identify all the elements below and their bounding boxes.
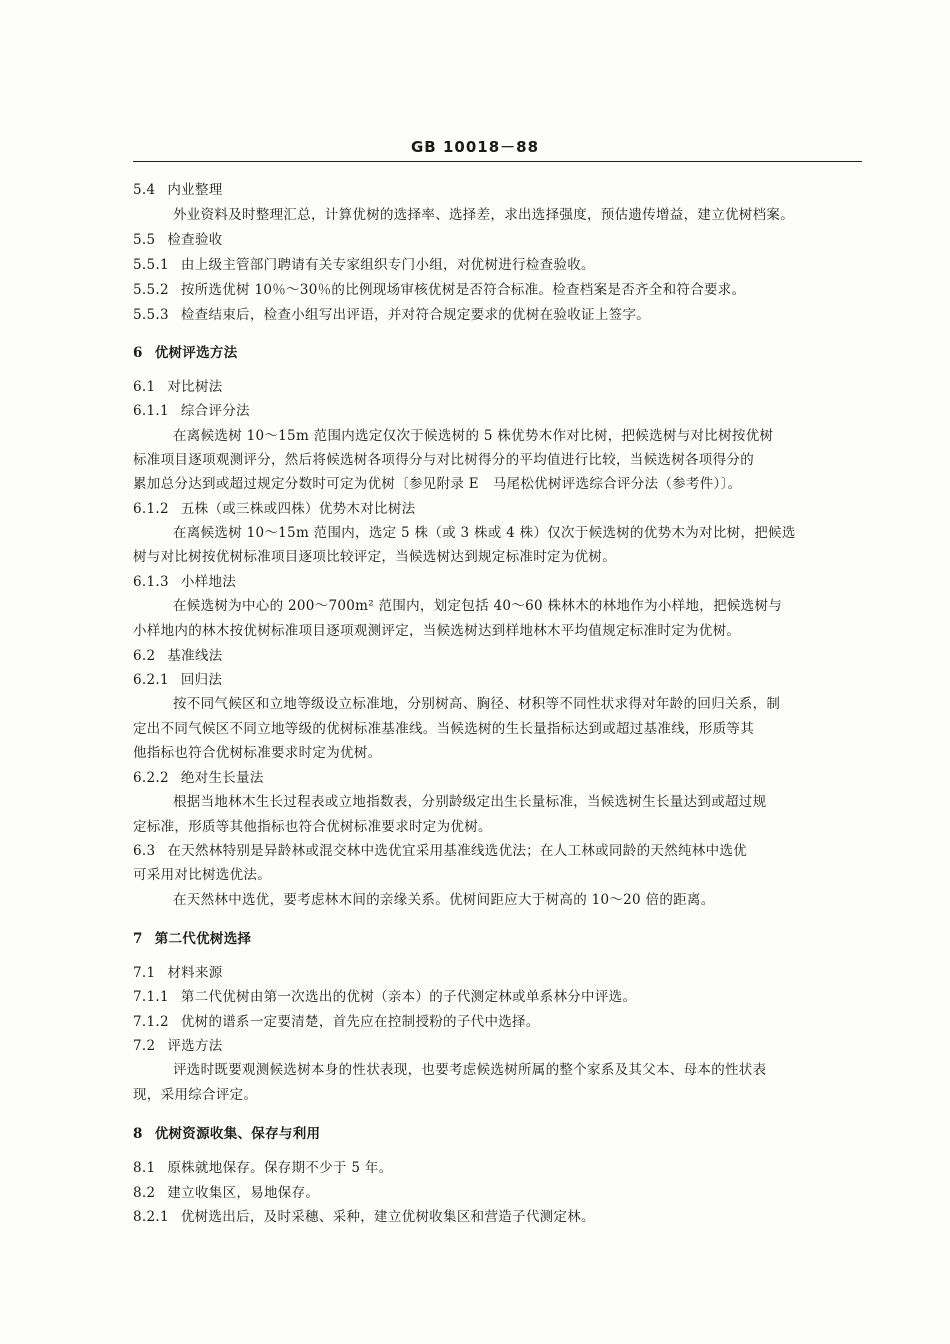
paragraph-line: 他指标也符合优树标准要求时定为优树。 bbox=[133, 745, 382, 761]
section-heading-8: 8 优树资源收集、保存与利用 bbox=[133, 1126, 321, 1142]
clause-item: 7.1.1 第二代优树由第一次选出的优树（亲本）的子代测定林或单系林分中评选。 bbox=[133, 989, 637, 1005]
clause-heading: 5.5 检查验收 bbox=[133, 232, 223, 248]
paragraph-line: 在候选树为中心的 200～700m² 范围内，划定包括 40～60 株林木的林地作为小样地，把候选树与 bbox=[173, 598, 783, 614]
clause-heading: 6.1 对比树法 bbox=[133, 379, 223, 395]
clause-item: 8.2.1 优树选出后，及时采穗、采种，建立优树收集区和营造子代测定林。 bbox=[133, 1209, 595, 1225]
clause-item: 8.2 建立收集区，易地保存。 bbox=[133, 1185, 320, 1201]
clause-heading: 6.2.2 绝对生长量法 bbox=[133, 770, 264, 786]
clause-heading: 6.1.1 综合评分法 bbox=[133, 403, 250, 419]
paragraph-line: 在离候选树 10～15m 范围内选定仅次于候选树的 5 株优势木作对比树，把候选树与对比树按优树 bbox=[173, 428, 774, 444]
paragraph-line: 在离候选树 10～15m 范围内，选定 5 株（或 3 株或 4 株）仅次于候选树的优势木为对比树，把候选 bbox=[173, 525, 796, 541]
paragraph-line: 树与对比树按优树标准项目逐项比较评定，当候选树达到规定标准时定为优树。 bbox=[133, 549, 616, 565]
section-heading-7: 7 第二代优树选择 bbox=[133, 931, 252, 947]
clause-item: 5.5.3 检查结束后，检查小组写出评语，并对符合规定要求的优树在验收证上签字。 bbox=[133, 307, 651, 323]
paragraph-line: 按不同气候区和立地等级设立标准地，分别树高、胸径、材积等不同性状求得对年龄的回归关系，制 bbox=[173, 696, 781, 712]
paragraph-line: 评选时既要观测候选树本身的性状表现，也要考虑候选树所属的整个家系及其父本、母本的性状表 bbox=[173, 1062, 767, 1078]
clause-heading: 7.2 评选方法 bbox=[133, 1038, 223, 1054]
clause-item: 8.1 原株就地保存。保存期不少于 5 年。 bbox=[133, 1160, 393, 1176]
clause-item: 7.1.2 优树的谱系一定要清楚，首先应在控制授粉的子代中选择。 bbox=[133, 1014, 540, 1030]
paragraph-line: 可采用对比树选优法。 bbox=[133, 867, 271, 883]
paragraph-line: 标准项目逐项观测评分，然后将候选树各项得分与对比树得分的平均值进行比较，当候选树各项得分的 bbox=[133, 452, 754, 468]
clause-heading: 6.1.2 五株（或三株或四株）优势木对比树法 bbox=[133, 501, 416, 517]
paragraph-line: 外业资料及时整理汇总，计算优树的选择率、选择差，求出选择强度，预估遗传增益，建立优树档案。 bbox=[173, 207, 794, 223]
paragraph-line: 现，采用综合评定。 bbox=[133, 1087, 258, 1103]
clause-item: 6.3 在天然林特别是异龄林或混交林中选优宜采用基准线选优法；在人工林或同龄的天然纯林中选优 bbox=[133, 843, 747, 859]
paragraph-line: 累加总分达到或超过规定分数时可定为优树〔参见附录 E 马尾松优树评选综合评分法（参考件）〕。 bbox=[133, 476, 742, 492]
clause-heading: 6.2.1 回归法 bbox=[133, 672, 223, 688]
standard-header: GB 10018－88 bbox=[410, 138, 540, 156]
paragraph-line: 根据当地林木生长过程表或立地指数表，分别龄级定出生长量标准，当候选树生长量达到或超过规 bbox=[173, 794, 767, 810]
clause-heading: 6.1.3 小样地法 bbox=[133, 574, 237, 590]
header-rule bbox=[133, 161, 862, 162]
paragraph-line: 定出不同气候区不同立地等级的优树标准基准线。当候选树的生长量指标达到或超过基准线，形质等其 bbox=[133, 721, 754, 737]
section-heading-6: 6 优树评选方法 bbox=[133, 345, 238, 361]
clause-item: 5.5.1 由上级主管部门聘请有关专家组织专门小组，对优树进行检查验收。 bbox=[133, 257, 595, 273]
paragraph-line: 定标准，形质等其他指标也符合优树标准要求时定为优树。 bbox=[133, 819, 492, 835]
clause-heading: 5.4 内业整理 bbox=[133, 182, 223, 198]
clause-item: 5.5.2 按所选优树 10％～30％的比例现场审核优树是否符合标准。检查档案是否齐全和符合要求。 bbox=[133, 282, 746, 298]
paragraph-line: 小样地内的林木按优树标准项目逐项观测评定，当候选树达到样地林木平均值规定标准时定为优树。 bbox=[133, 623, 741, 639]
paragraph-line: 在天然林中选优，要考虑林木间的亲缘关系。优树间距应大于树高的 10～20 倍的距离。 bbox=[173, 892, 715, 908]
clause-heading: 6.2 基准线法 bbox=[133, 648, 223, 664]
clause-heading: 7.1 材料来源 bbox=[133, 965, 223, 981]
